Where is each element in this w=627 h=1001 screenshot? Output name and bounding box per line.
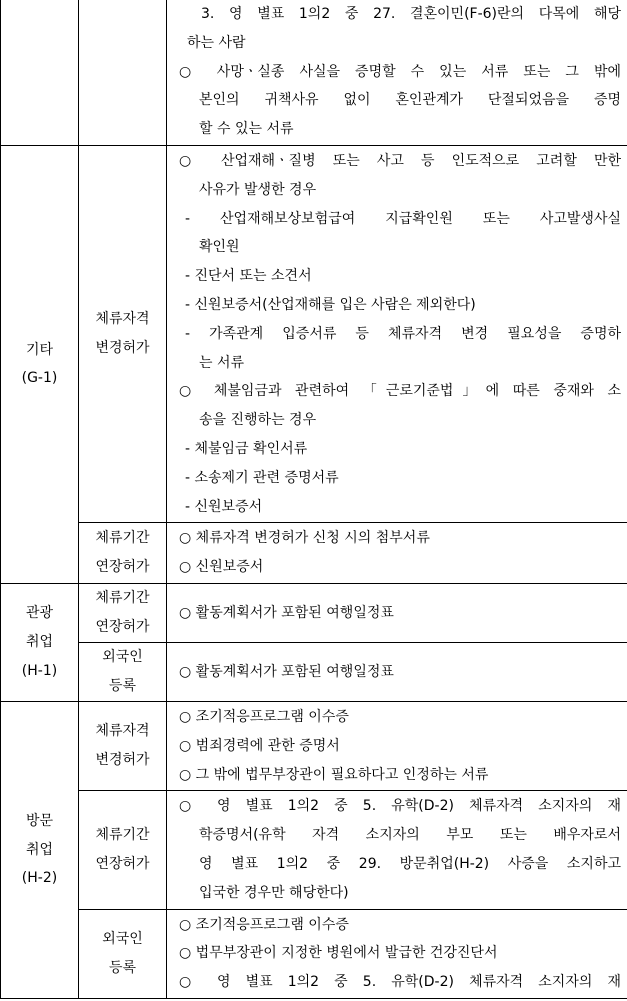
requirement-line: ○ 활동계획서가 포함된 여행일정표 bbox=[179, 663, 394, 680]
requirements-cell bbox=[167, 145, 627, 522]
requirement-line: ○ 체류자격 변경허가 신청 시의 첨부서류 bbox=[179, 530, 430, 547]
category-cell bbox=[1, 583, 79, 701]
subcategory-label: 변경허가 bbox=[95, 752, 150, 769]
subcategory-cell bbox=[79, 701, 167, 790]
requirement-line: 사유가 발생한 경우 bbox=[199, 181, 317, 198]
category-label: 관광 bbox=[25, 605, 54, 622]
requirement-line: 하는 사람 bbox=[187, 34, 246, 51]
requirement-line: ○ 영 별표 1의2 중 5. 유학(D-2) 체류자격 소지자의 재 bbox=[179, 798, 621, 815]
subcategory-cell bbox=[79, 909, 167, 998]
requirement-line: 송을 진행하는 경우 bbox=[199, 412, 317, 429]
requirement-line: 할 수 있는 서류 bbox=[199, 121, 294, 138]
subcategory-cell bbox=[79, 642, 167, 701]
requirement-line: ○ 조기적응프로그램 이수증 bbox=[179, 916, 349, 933]
category-cell bbox=[1, 0, 79, 145]
table-row bbox=[1, 642, 627, 701]
category-code: (H-2) bbox=[21, 870, 58, 887]
category-code: (G-1) bbox=[21, 370, 58, 387]
requirements-cell bbox=[167, 791, 627, 909]
subcategory-label: 체류자격 bbox=[95, 723, 150, 740]
requirement-line: 학증명서(유학 자격 소지자의 부모 또는 배우자로서 bbox=[199, 827, 621, 844]
requirement-line: ○ 조기적응프로그램 이수증 bbox=[179, 708, 349, 725]
requirement-line: ○ 체불임금과 관련하여 「근로기준법」에 따른 중재와 소 bbox=[179, 383, 621, 400]
table-row bbox=[1, 583, 627, 642]
subcategory-label: 변경허가 bbox=[95, 340, 150, 357]
subcategory-label: 등록 bbox=[108, 959, 137, 976]
subcategory-label: 체류자격 bbox=[95, 311, 150, 328]
requirement-line: 는 서류 bbox=[199, 354, 245, 371]
category-code: (H-1) bbox=[21, 662, 58, 679]
subcategory-label: 체류기간 bbox=[95, 590, 150, 607]
subcategory-cell bbox=[79, 0, 167, 145]
table-row bbox=[1, 145, 627, 522]
requirement-line: 영 별표 1의2 중 29. 방문취업(H-2) 사증을 소지하고 bbox=[199, 855, 621, 872]
category-cell bbox=[1, 145, 79, 583]
subcategory-label: 체류기간 bbox=[95, 827, 150, 844]
requirement-line: ○ 산업재해ㆍ질병 또는 사고 등 인도적으로 고려할 만한 bbox=[179, 152, 621, 169]
subcategory-label: 연장허가 bbox=[95, 559, 150, 576]
subcategory-cell bbox=[79, 791, 167, 909]
requirement-line: ○ 신원보증서 bbox=[179, 559, 264, 576]
requirements-cell bbox=[167, 523, 627, 584]
requirements-cell bbox=[167, 701, 627, 790]
requirements-cell bbox=[167, 583, 627, 642]
requirements-cell bbox=[167, 0, 627, 145]
table-row bbox=[1, 523, 627, 584]
subcategory-label: 등록 bbox=[108, 677, 137, 694]
requirement-line: ○ 범죄경력에 관한 증명서 bbox=[179, 737, 340, 754]
table-row bbox=[1, 791, 627, 909]
requirement-line: 확인원 bbox=[199, 239, 240, 256]
requirement-line: 3. 영 별표 1의2 중 27. 결혼이민(F-6)란의 다목에 해당 bbox=[201, 6, 621, 22]
subcategory-cell bbox=[79, 523, 167, 584]
requirement-line: ○ 활동계획서가 포함된 여행일정표 bbox=[179, 604, 394, 621]
requirement-line: ○ 그 밖에 법무부장관이 필요하다고 인정하는 서류 bbox=[179, 766, 489, 783]
requirement-line: - 가족관계 입증서류 등 체류자격 변경 필요성을 증명하 bbox=[185, 325, 621, 342]
subcategory-label: 연장허가 bbox=[95, 855, 150, 872]
category-cell bbox=[1, 701, 79, 998]
category-label: 방문 bbox=[25, 812, 54, 829]
subcategory-cell bbox=[79, 145, 167, 522]
requirement-line: - 신원보증서 bbox=[185, 498, 263, 515]
requirement-line: - 신원보증서(산업재해를 입은 사람은 제외한다) bbox=[185, 296, 476, 313]
subcategory-label: 연장허가 bbox=[95, 618, 150, 635]
subcategory-label: 체류기간 bbox=[95, 530, 150, 547]
requirements-cell bbox=[167, 909, 627, 998]
requirement-line: ○ 영 별표 1의2 중 5. 유학(D-2) 체류자격 소지자의 재 bbox=[179, 974, 621, 991]
requirement-line: 입국한 경우만 해당한다) bbox=[199, 884, 349, 901]
category-label: 취업 bbox=[25, 634, 54, 651]
subcategory-label: 외국인 bbox=[102, 649, 143, 666]
requirement-line: ○ 법무부장관이 지정한 병원에서 발급한 건강진단서 bbox=[179, 945, 498, 962]
requirements-cell bbox=[167, 642, 627, 701]
requirement-line: ○ 사망ㆍ실종 사실을 증명할 수 있는 서류 또는 그 밖에 bbox=[179, 63, 621, 80]
table-row bbox=[1, 0, 627, 145]
requirement-line: - 체불임금 확인서류 bbox=[185, 440, 308, 457]
category-label: 기타 bbox=[25, 341, 54, 358]
table-row bbox=[1, 909, 627, 998]
requirement-line: 본인의 귀책사유 없이 혼인관계가 단절되었음을 증명 bbox=[199, 92, 621, 109]
requirement-line: - 산업재해보상보험급여 지급확인원 또는 사고발생사실 bbox=[185, 210, 621, 227]
table-row bbox=[1, 701, 627, 790]
requirement-line: - 진단서 또는 소견서 bbox=[185, 268, 312, 285]
subcategory-cell bbox=[79, 583, 167, 642]
category-label: 취업 bbox=[25, 841, 54, 858]
subcategory-label: 외국인 bbox=[102, 930, 143, 947]
requirement-line: - 소송제기 관련 증명서류 bbox=[185, 469, 339, 486]
